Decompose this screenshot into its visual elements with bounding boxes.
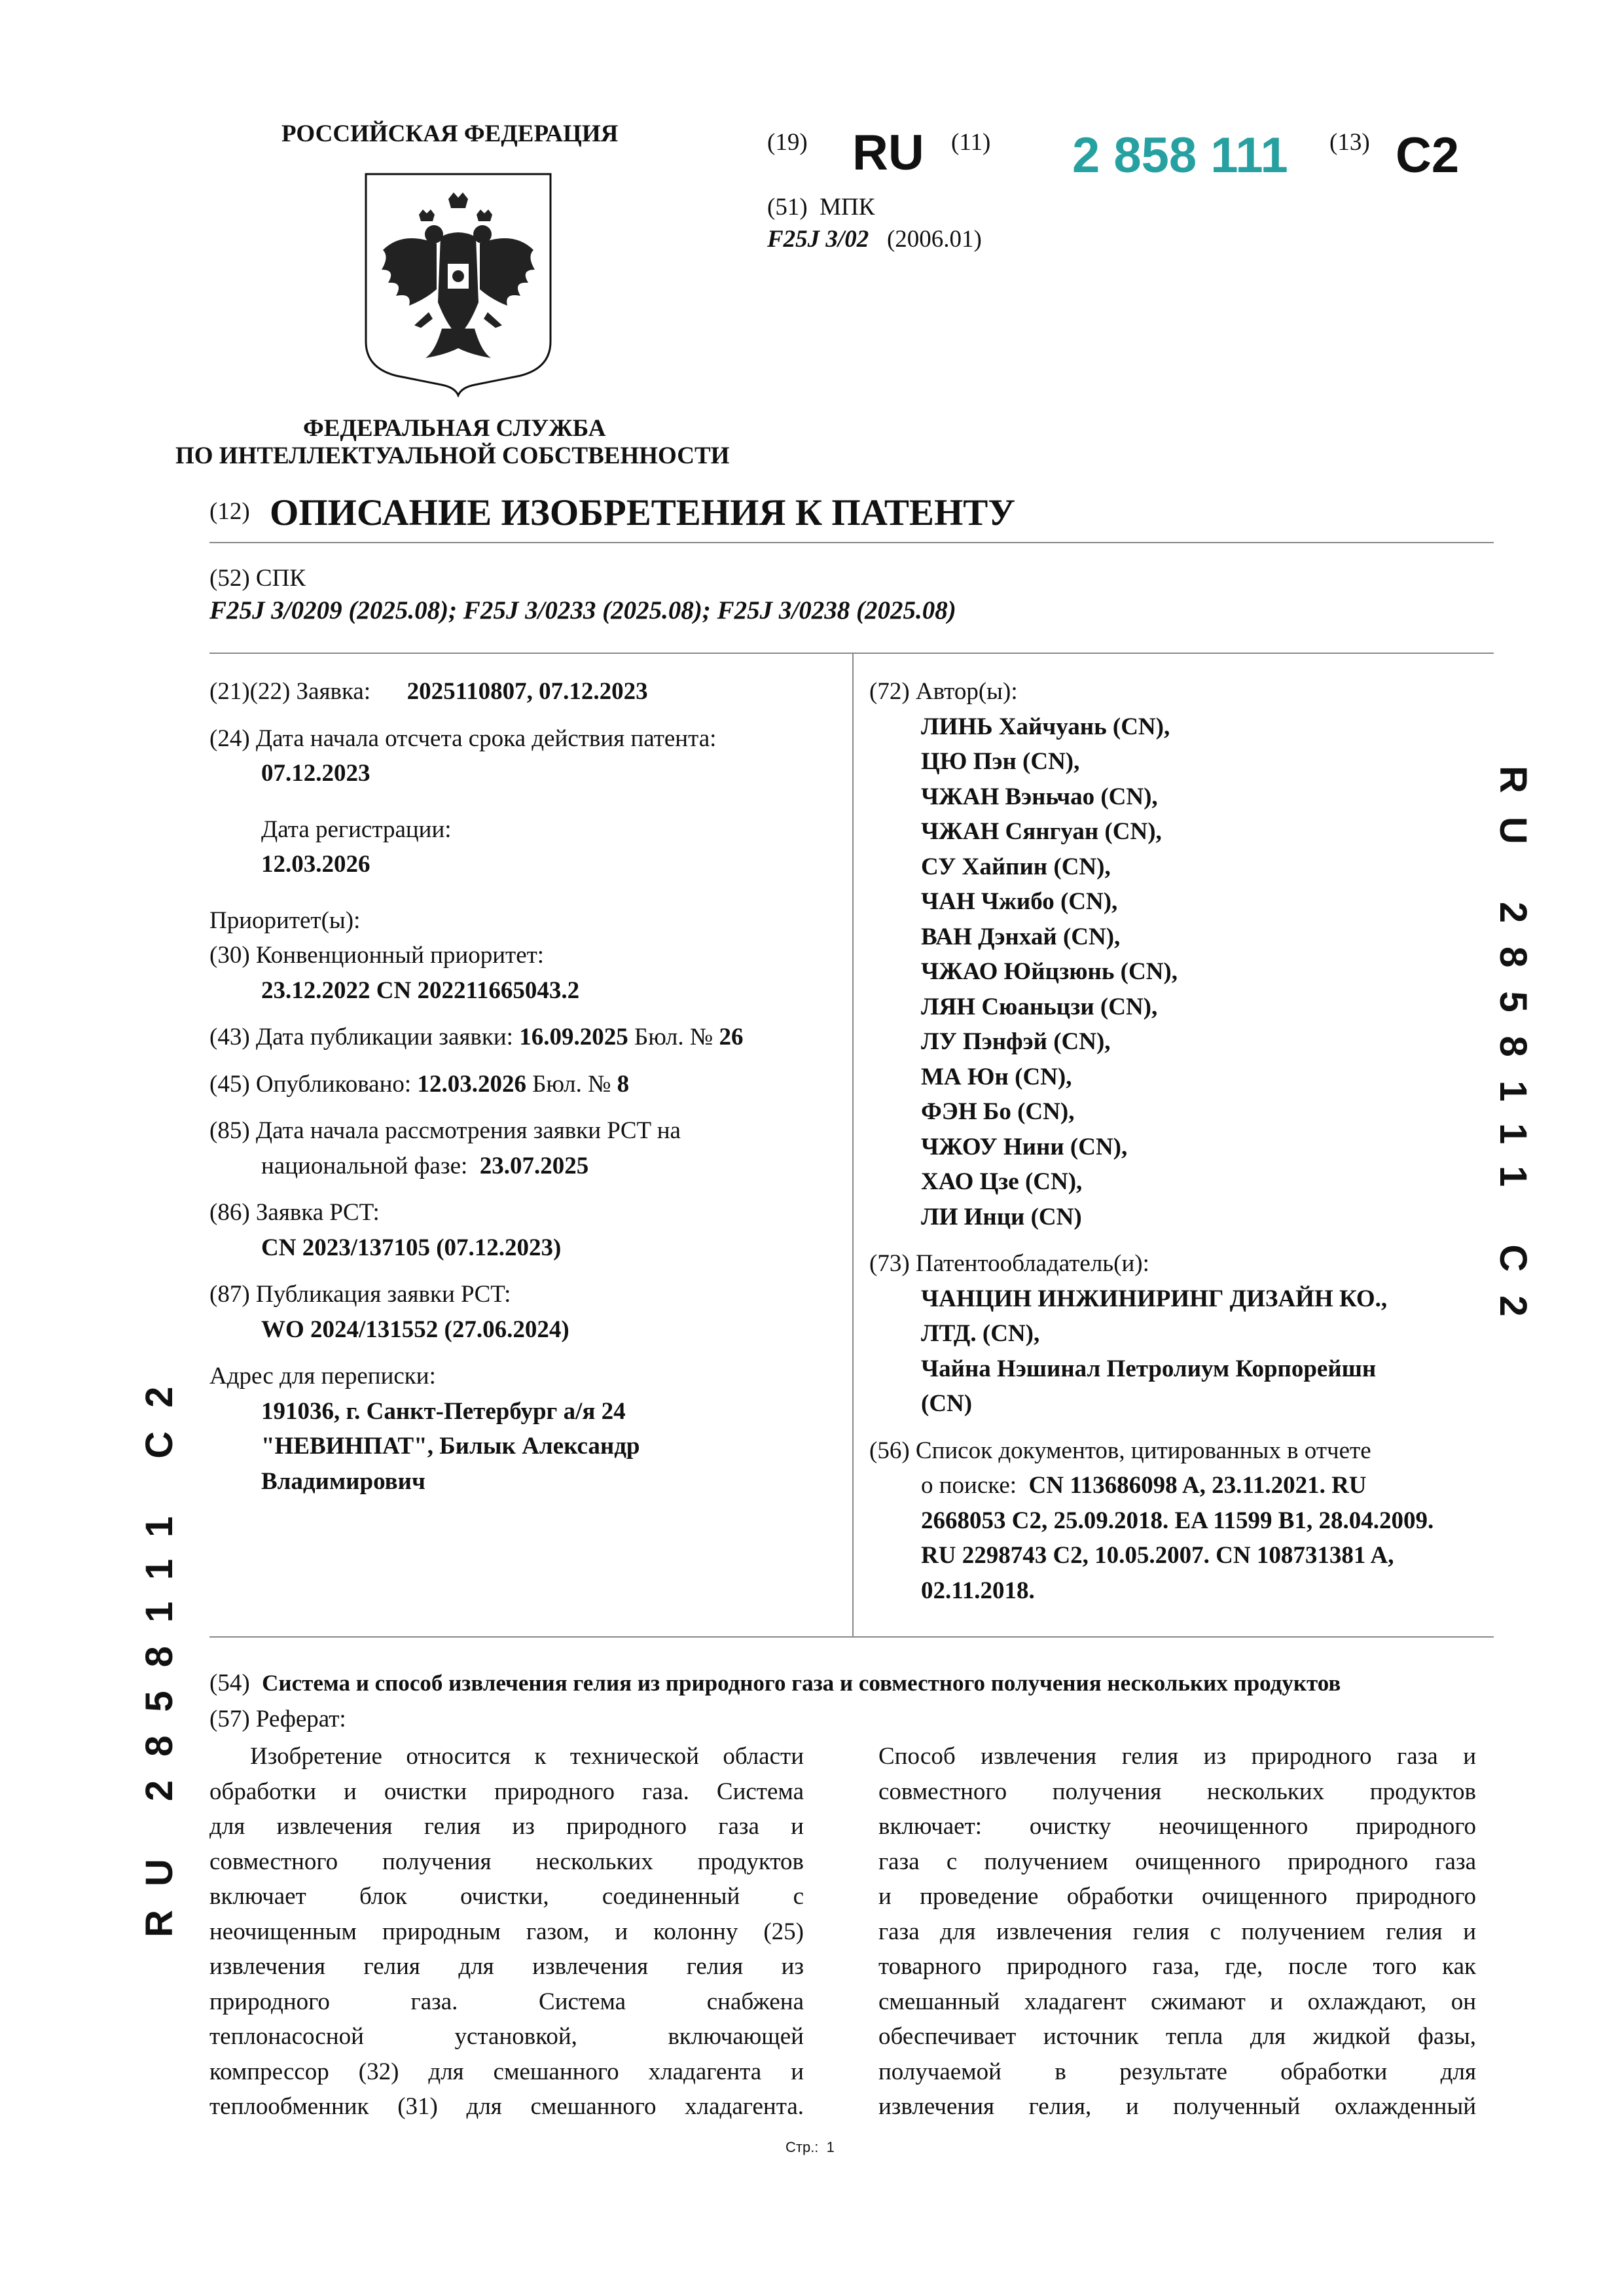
- application-row: [209, 674, 838, 709]
- invention-title: Система и способ извлечения гелия из природного газа и совместного получения нескольких продуктов: [262, 1670, 1341, 1696]
- abstract-line: и проведение обработки очищенного природного: [878, 1883, 1476, 1910]
- abstract-line: извлечения гелия, и полученный охлажденный: [878, 2093, 1476, 2120]
- pct-app-label: (86) Заявка PCT:: [209, 1199, 380, 1226]
- authors-label: (72) Автор(ы):: [869, 678, 1018, 705]
- holders-list: [869, 1282, 1485, 1422]
- published-bul: Бюл. №: [532, 1070, 611, 1098]
- abstract-line: получаемой в результате обработки для: [878, 2058, 1476, 2085]
- published-bul-no: 8: [617, 1070, 630, 1098]
- author-item: ХАО Цзе (CN),: [921, 1168, 1083, 1195]
- published-date: 12.03.2026: [417, 1070, 526, 1098]
- author-item: ВАН Дэнхай (CN),: [921, 923, 1121, 950]
- ipc-label: [767, 193, 875, 221]
- abstract-line: смешанный хладагент сжимают и охлаждают, он: [878, 1988, 1476, 2015]
- author-item: ЧЖАН Вэньчао (CN),: [921, 783, 1158, 810]
- left-biblio: [209, 674, 838, 1499]
- abstract-label: (57) Реферат:: [209, 1706, 346, 1732]
- agency-name-line2: ПО ИНТЕЛЛЕКТУАЛЬНОЙ СОБСТВЕННОСТИ: [175, 442, 730, 469]
- abstract-line: товарного природного газа, где, после того как: [878, 1953, 1476, 1980]
- author-item: ФЭН Бо (CN),: [921, 1098, 1075, 1125]
- abstract-line: неочищенным природным газом, и колонну (25): [209, 1918, 804, 1945]
- author-item: ЛУ Пэнфэй (CN),: [921, 1028, 1111, 1055]
- priority-label: Приоритет(ы):: [209, 906, 361, 934]
- rule-under-biblio: [209, 1636, 1494, 1638]
- application-label: (21)(22) Заявка:: [209, 678, 371, 705]
- abstract-line: совместного получения нескольких продуктов: [878, 1778, 1476, 1805]
- application-value: 2025110807, 07.12.2023: [406, 678, 648, 705]
- pub-app-label: (43) Дата публикации заявки:: [209, 1024, 513, 1050]
- pub-app-date: 16.09.2025: [519, 1024, 628, 1050]
- ipc-version: (2006.01): [886, 226, 982, 253]
- emblem: [363, 171, 553, 397]
- published-label: (45) Опубликовано:: [209, 1070, 412, 1098]
- author-item: ЧАН Чжибо (CN),: [921, 888, 1118, 915]
- author-item: ЦЮ Пэн (CN),: [921, 748, 1080, 775]
- author-item: МА Юн (CN),: [921, 1063, 1072, 1090]
- column-divider: [852, 653, 854, 1636]
- address-line: Владимирович: [261, 1467, 425, 1495]
- abstract-line: для извлечения гелия из природного газа и: [209, 1813, 804, 1840]
- invention-title-row: [209, 1669, 1341, 1697]
- pub-app-bul-no: 26: [719, 1024, 744, 1050]
- author-item: ЧЖАН Сянгуан (CN),: [921, 818, 1162, 845]
- author-item: ЧЖАО Юйцзюнь (CN),: [921, 958, 1178, 985]
- pct-national-label2: национальной фазе:: [261, 1152, 468, 1179]
- pct-pub-value: WO 2024/131552 (27.06.2024): [261, 1316, 569, 1343]
- author-item: ЛИНЬ Хайчуань (CN),: [921, 713, 1170, 740]
- abstract-line: компрессор (32) для смешанного хладагента и: [209, 2058, 804, 2085]
- registration-value: 12.03.2026: [261, 851, 370, 878]
- doc-type-code: (12): [209, 498, 250, 525]
- registration-label: Дата регистрации:: [261, 816, 452, 843]
- cited-line: 02.11.2018.: [921, 1577, 1035, 1604]
- rule-under-title: [209, 542, 1494, 543]
- country-code: RU: [852, 125, 924, 181]
- right-biblio: [869, 674, 1485, 1608]
- abstract-line: природного газа. Система снабжена: [209, 1988, 804, 2015]
- abstract-line: совместного получения нескольких продуктов: [209, 1848, 804, 1875]
- pct-national-label: (85) Дата начала рассмотрения заявки PCT на: [209, 1117, 681, 1144]
- holder-item: ЛТД. (CN),: [921, 1320, 1040, 1347]
- author-item: ЛЯН Сюаньцзи (CN),: [921, 993, 1158, 1020]
- agency-name-line1: ФЕДЕРАЛЬНАЯ СЛУЖБА: [303, 415, 606, 442]
- authors-list: [869, 709, 1485, 1235]
- title-code: (54): [209, 1670, 250, 1696]
- abstract-line: обеспечивает источник тепла для жидкой фазы,: [878, 2023, 1476, 2050]
- cpc-label: (52) СПК: [209, 565, 306, 592]
- author-item: СУ Хайпин (CN),: [921, 853, 1111, 880]
- pct-pub-label: (87) Публикация заявки PCT:: [209, 1281, 511, 1308]
- abstract-line: Способ извлечения гелия из природного газа и: [878, 1743, 1476, 1770]
- term-start-label: (24) Дата начала отсчета срока действия патента:: [209, 725, 717, 752]
- convention-label: (30) Конвенционный приоритет:: [209, 942, 545, 969]
- convention-value: 23.12.2022 CN 202211665043.2: [261, 977, 580, 1004]
- abstract-col2: [878, 1739, 1476, 2125]
- abstract-line: теплонасосной установкой, включающей: [209, 2023, 804, 2050]
- page-label: Стр.:: [785, 2139, 819, 2155]
- ipc-label-text: МПК: [820, 194, 875, 221]
- author-item: ЛИ Инци (CN): [921, 1203, 1082, 1230]
- patent-number: 2 858 111: [1072, 128, 1288, 183]
- abstract-line: обработки и очистки природного газа. Система: [209, 1778, 804, 1805]
- cited-line: 2668053 C2, 25.09.2018. EA 11599 B1, 28.04.2009.: [921, 1507, 1434, 1534]
- page-no: 1: [826, 2139, 835, 2155]
- abstract-line: газа для извлечения гелия с получением гелия и: [878, 1918, 1476, 1945]
- abstract-line: включает: очистку неочищенного природного: [878, 1813, 1476, 1840]
- cited-row: [869, 1468, 1485, 1503]
- author-item: ЧЖОУ Нини (CN),: [921, 1133, 1128, 1160]
- cpc-classes: F25J 3/0209 (2025.08); F25J 3/0233 (2025.08); F25J 3/0238 (2025.08): [209, 596, 956, 624]
- coat-of-arms-icon: [363, 171, 553, 397]
- cited-label2: о поиске:: [921, 1472, 1017, 1499]
- abstract-line: извлечения гелия для извлечения гелия из: [209, 1953, 804, 1980]
- pct-national-row: [209, 1149, 838, 1184]
- code-19: (19): [767, 129, 808, 156]
- pct-national-value: 23.07.2025: [479, 1152, 589, 1179]
- abstract-line: включает блок очистки, соединенный с: [209, 1883, 804, 1910]
- rule-under-cpc: [209, 653, 1494, 654]
- pub-app-bul: Бюл. №: [634, 1024, 713, 1050]
- country-name: РОССИЙСКАЯ ФЕДЕРАЦИЯ: [281, 120, 619, 147]
- cited-label: (56) Список документов, цитированных в отчете: [869, 1437, 1371, 1464]
- doc-type-title: ОПИСАНИЕ ИЗОБРЕТЕНИЯ К ПАТЕНТУ: [270, 492, 1016, 533]
- address-line: 191036, г. Санкт-Петербург а/я 24: [261, 1397, 626, 1425]
- abstract-line: теплообменник (31) для смешанного хладагента.: [209, 2093, 804, 2120]
- abstract-line: газа с получением очищенного природного газа: [878, 1848, 1476, 1875]
- code-13: (13): [1329, 129, 1370, 156]
- holder-item: Чайна Нэшинал Петролиум Корпорейшн: [921, 1355, 1377, 1382]
- side-text-left: RU 2858111 C2: [138, 1363, 181, 1937]
- pct-app-value: CN 2023/137105 (07.12.2023): [261, 1234, 562, 1261]
- holders-label: (73) Патентообладатель(и):: [869, 1250, 1149, 1277]
- ipc-classification: [767, 225, 982, 253]
- ipc-code: (51): [767, 194, 808, 221]
- abstract-line: Изобретение относится к технической области: [250, 1743, 804, 1770]
- published-row: [209, 1067, 838, 1102]
- cited-line: CN 113686098 A, 23.11.2021. RU: [1028, 1472, 1367, 1499]
- abstract-col1: [209, 1739, 804, 2125]
- ipc-class: F25J 3/02: [767, 226, 869, 253]
- holder-item: ЧАНЦИН ИНЖИНИРИНГ ДИЗАЙН КО.,: [921, 1285, 1388, 1312]
- holder-item: (CN): [921, 1390, 973, 1417]
- term-start-value: 07.12.2023: [261, 760, 370, 787]
- address-line: "НЕВИНПАТ", Билык Александр: [261, 1433, 640, 1460]
- page-number: [785, 2139, 835, 2156]
- address-label: Адрес для переписки:: [209, 1363, 436, 1390]
- pub-app-row: [209, 1020, 838, 1055]
- kind-code: C2: [1396, 128, 1460, 183]
- cited-line: RU 2298743 C2, 10.05.2007. CN 108731381 A,: [921, 1542, 1394, 1569]
- code-11: (11): [951, 129, 991, 156]
- side-text-right: RU 2858111 C2: [1492, 766, 1534, 1340]
